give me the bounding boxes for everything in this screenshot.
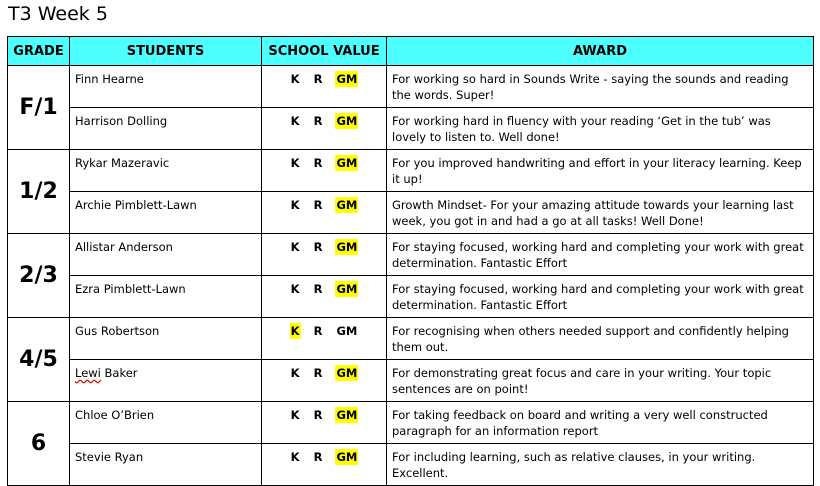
table-row bbox=[8, 276, 814, 318]
value-k: K bbox=[290, 450, 300, 464]
award-text: Growth Mindset- For your amazing attitude towards your learning last week, you got in and had a go at all tasks! Well Done! bbox=[387, 192, 814, 234]
student-name: Finn Hearne bbox=[70, 66, 262, 108]
school-value-cell bbox=[262, 444, 387, 486]
school-value-cell bbox=[262, 402, 387, 444]
student-first-name: Lewi bbox=[75, 366, 101, 380]
value-r: R bbox=[313, 156, 323, 170]
school-value-cell bbox=[262, 150, 387, 192]
value-r: R bbox=[313, 114, 323, 128]
school-value-cell bbox=[262, 108, 387, 150]
student-name: Gus Robertson bbox=[70, 318, 262, 360]
value-k: K bbox=[290, 408, 300, 422]
value-gm: GM bbox=[336, 324, 358, 338]
award-text: For working hard in fluency with your reading ‘Get in the tub’ was lovely to listen to. Well done! bbox=[387, 108, 814, 150]
school-value-cell bbox=[262, 318, 387, 360]
value-k: K bbox=[290, 366, 300, 380]
student-name: Archie Pimblett-Lawn bbox=[70, 192, 262, 234]
table-row bbox=[8, 234, 814, 276]
table-row bbox=[8, 108, 814, 150]
student-name: Ezra Pimblett-Lawn bbox=[70, 276, 262, 318]
school-value-cell bbox=[262, 234, 387, 276]
school-value-cell bbox=[262, 360, 387, 402]
table-row bbox=[8, 402, 814, 444]
award-text: For staying focused, working hard and completing your work with great determination. Fantastic Effort bbox=[387, 276, 814, 318]
student-name: Rykar Mazeravic bbox=[70, 150, 262, 192]
award-text: For you improved handwriting and effort in your literacy learning. Keep it up! bbox=[387, 150, 814, 192]
value-gm: GM bbox=[336, 282, 358, 296]
award-text: For taking feedback on board and writing a very well constructed paragraph for an information report bbox=[387, 402, 814, 444]
table-row bbox=[8, 150, 814, 192]
value-k: K bbox=[290, 240, 300, 254]
header-row bbox=[8, 37, 814, 66]
value-k: K bbox=[290, 282, 300, 296]
table-row bbox=[8, 360, 814, 402]
value-r: R bbox=[313, 240, 323, 254]
awards-table bbox=[7, 36, 814, 486]
page-title: T3 Week 5 bbox=[8, 3, 108, 25]
header-school-value: SCHOOL VALUE bbox=[262, 37, 387, 66]
header-grade: GRADE bbox=[8, 37, 70, 66]
student-name bbox=[70, 360, 262, 402]
grade-cell: 1/2 bbox=[8, 150, 70, 234]
value-gm: GM bbox=[336, 366, 358, 380]
grade-cell: 2/3 bbox=[8, 234, 70, 318]
value-r: R bbox=[313, 282, 323, 296]
student-name: Allistar Anderson bbox=[70, 234, 262, 276]
header-award: AWARD bbox=[387, 37, 814, 66]
table-row bbox=[8, 192, 814, 234]
value-gm: GM bbox=[336, 114, 358, 128]
award-text: For recognising when others needed support and confidently helping them out. bbox=[387, 318, 814, 360]
value-k: K bbox=[290, 114, 300, 128]
value-r: R bbox=[313, 72, 323, 86]
award-text: For working so hard in Sounds Write - saying the sounds and reading the words. Super! bbox=[387, 66, 814, 108]
school-value-cell bbox=[262, 66, 387, 108]
value-r: R bbox=[313, 198, 323, 212]
value-gm: GM bbox=[336, 408, 358, 422]
header-students: STUDENTS bbox=[70, 37, 262, 66]
value-k: K bbox=[290, 156, 300, 170]
table-row bbox=[8, 66, 814, 108]
award-text: For staying focused, working hard and completing your work with great determination. Fantastic Effort bbox=[387, 234, 814, 276]
grade-cell: F/1 bbox=[8, 66, 70, 150]
student-last-name: Baker bbox=[104, 366, 138, 380]
value-gm: GM bbox=[336, 198, 358, 212]
grade-cell: 4/5 bbox=[8, 318, 70, 402]
value-gm: GM bbox=[336, 450, 358, 464]
award-text: For demonstrating great focus and care in your writing. Your topic sentences are on point! bbox=[387, 360, 814, 402]
student-name: Chloe O’Brien bbox=[70, 402, 262, 444]
value-k: K bbox=[290, 72, 300, 86]
value-k: K bbox=[290, 198, 300, 212]
school-value-cell bbox=[262, 192, 387, 234]
value-r: R bbox=[313, 408, 323, 422]
school-value-cell bbox=[262, 276, 387, 318]
student-name: Harrison Dolling bbox=[70, 108, 262, 150]
table-row bbox=[8, 444, 814, 486]
grade-cell: 6 bbox=[8, 402, 70, 486]
table-row bbox=[8, 318, 814, 360]
value-gm: GM bbox=[336, 240, 358, 254]
value-r: R bbox=[313, 366, 323, 380]
value-r: R bbox=[313, 324, 323, 338]
value-gm: GM bbox=[336, 72, 358, 86]
student-name: Stevie Ryan bbox=[70, 444, 262, 486]
award-text: For including learning, such as relative clauses, in your writing. Excellent. bbox=[387, 444, 814, 486]
value-gm: GM bbox=[336, 156, 358, 170]
value-k: K bbox=[290, 324, 300, 338]
value-r: R bbox=[313, 450, 323, 464]
